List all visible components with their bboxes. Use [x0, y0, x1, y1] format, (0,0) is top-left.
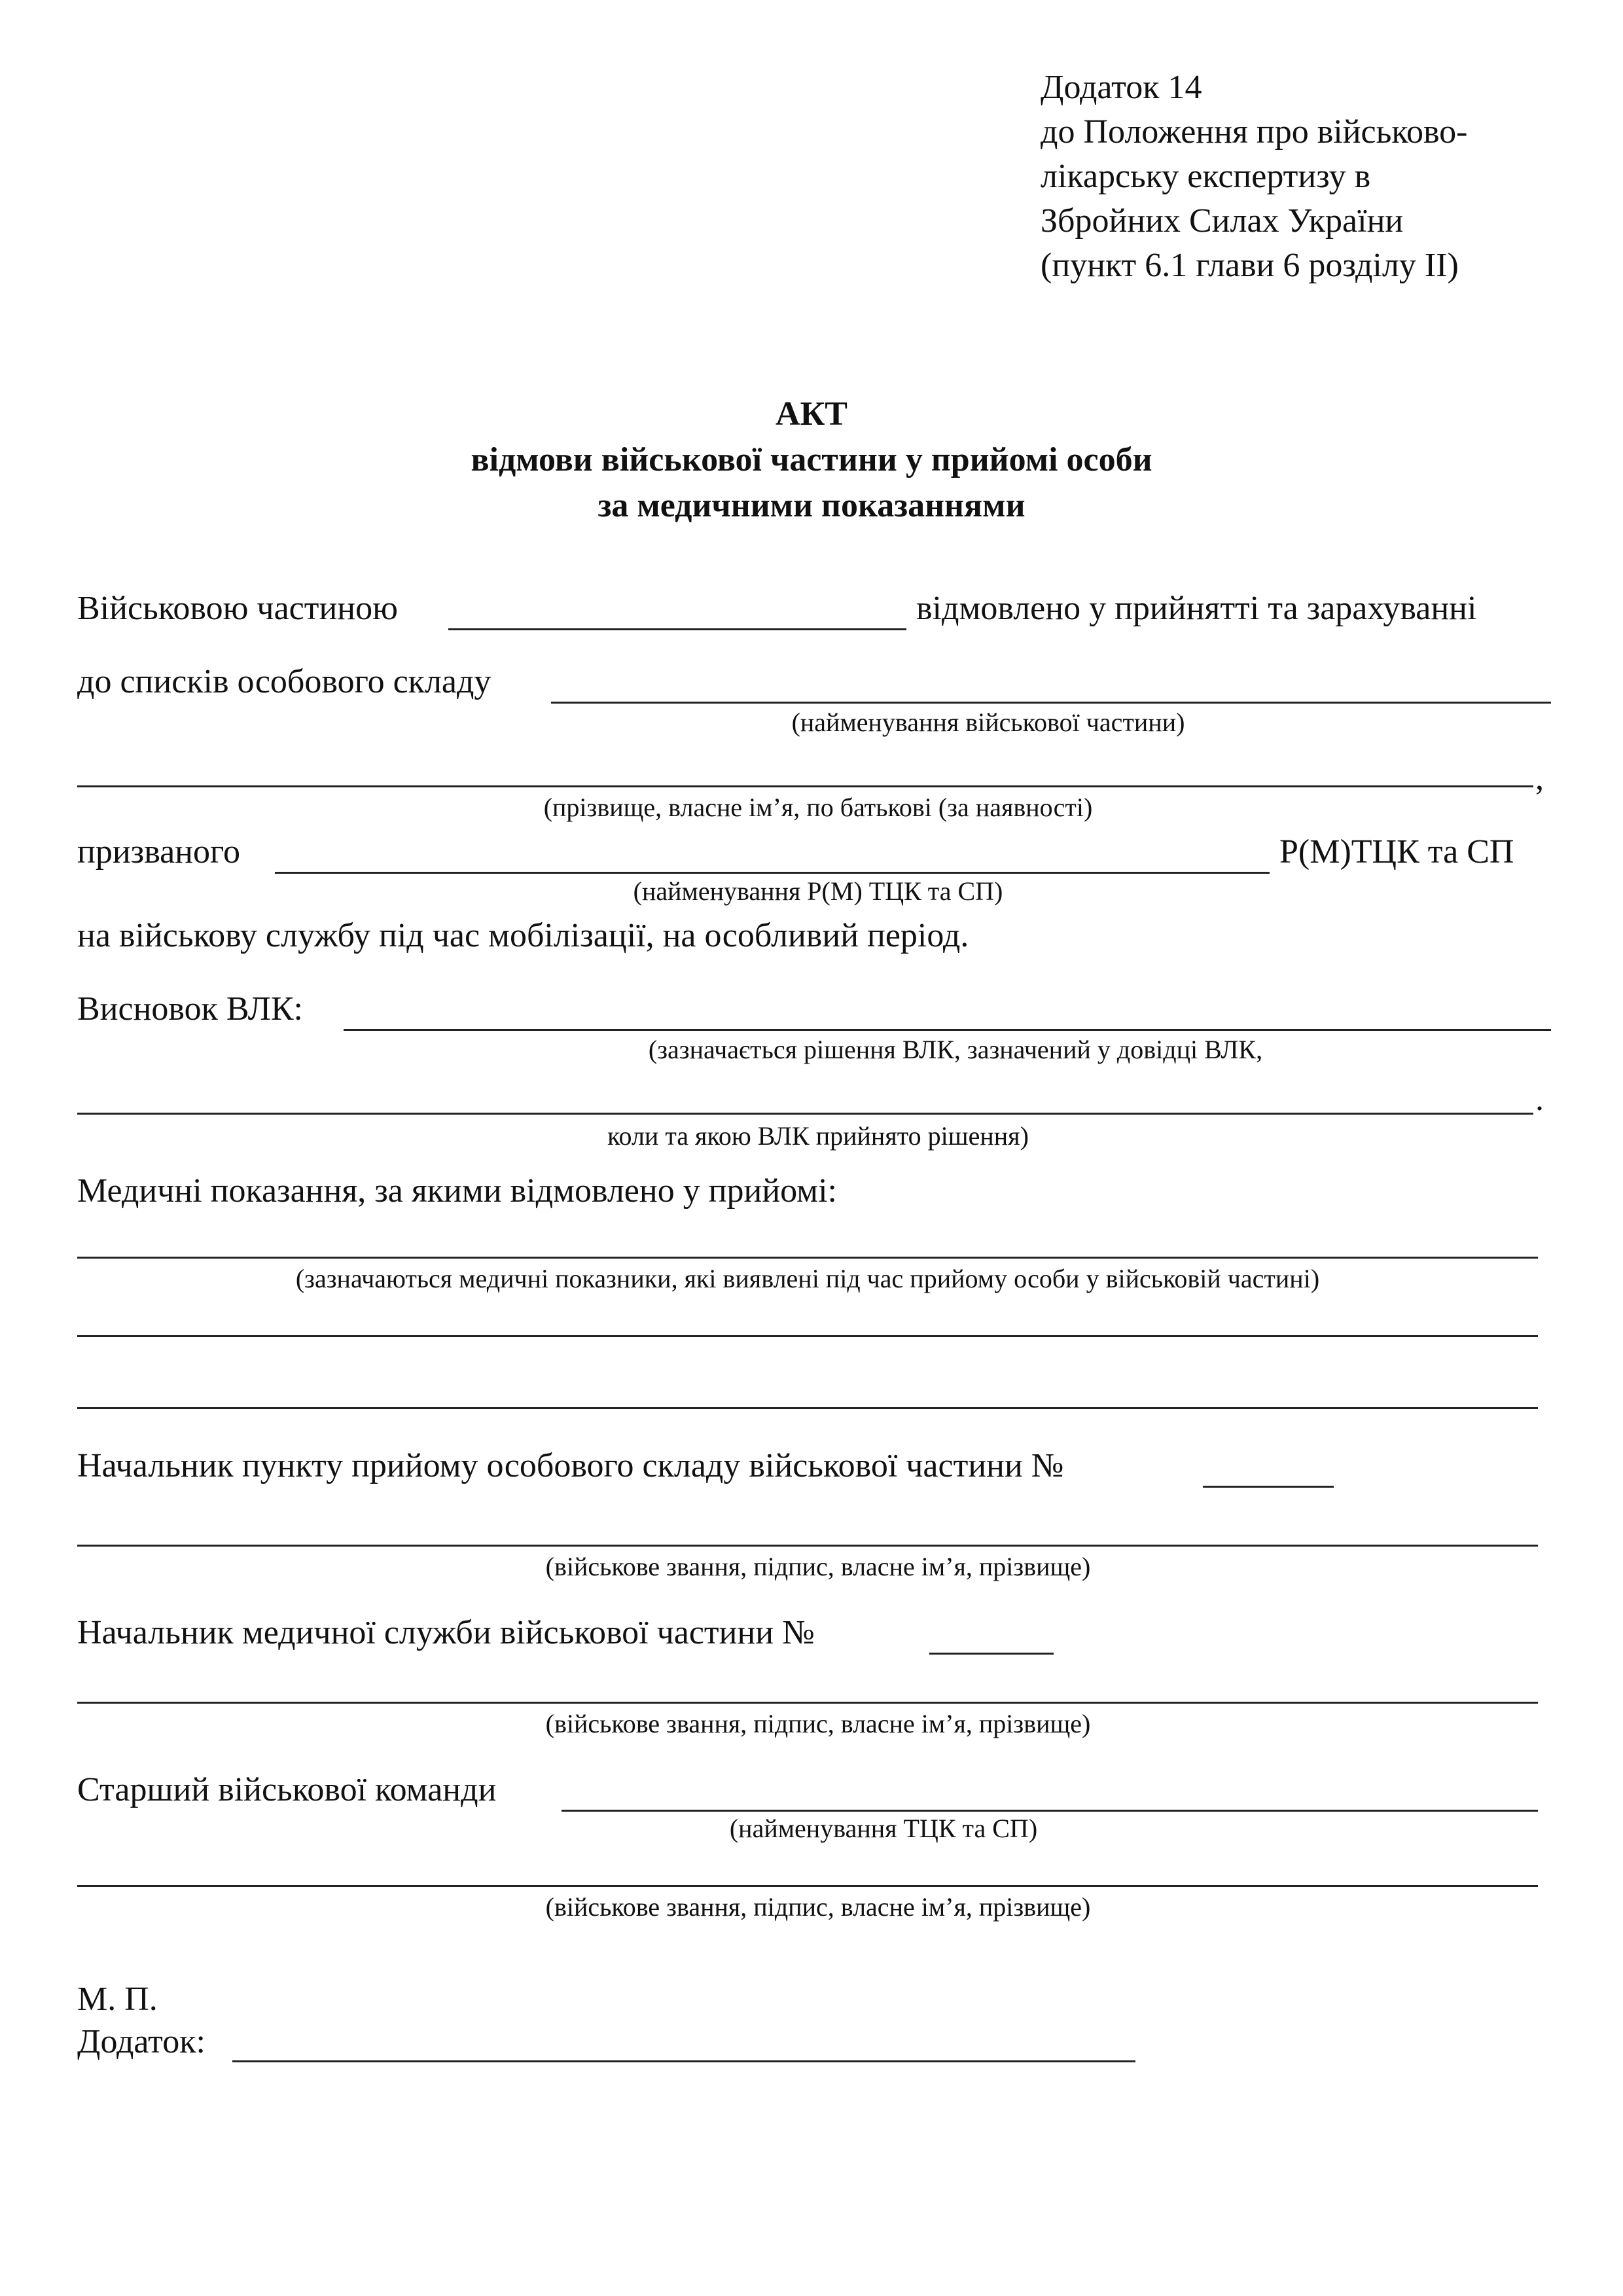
called-label: призваного: [77, 833, 241, 870]
medical-line-2[interactable]: [77, 1335, 1538, 1337]
person-line-comma: ,: [1535, 760, 1544, 797]
appendix-line-4: Збройних Силах України: [1041, 202, 1404, 240]
attachment-label: Додаток:: [77, 2023, 205, 2060]
tcc-field-line[interactable]: [275, 872, 1270, 874]
roster-field-line[interactable]: [551, 702, 1551, 704]
roster-label: до списків особового складу: [77, 663, 491, 700]
senior-tcc-line[interactable]: [562, 1810, 1538, 1812]
appendix-line-5: (пункт 6.1 глави 6 розділу ІІ): [1041, 247, 1459, 284]
signature-caption-2: (військове звання, підпис, власне ім’я, прізвище): [545, 1709, 1091, 1738]
vlk-line-period: .: [1535, 1081, 1544, 1118]
appendix-block: [1041, 65, 1467, 288]
chief-reception-label: Начальник пункту прийому особового складу військової частини №: [77, 1447, 1064, 1484]
appendix-line-2: до Положення про військово-: [1041, 113, 1468, 151]
service-text: на військову службу під час мобілізації, на особливий період.: [77, 917, 969, 954]
vlk-caption-2: коли та якою ВЛК прийнято рішення): [607, 1121, 1029, 1151]
chief-medical-unit-number-line[interactable]: [929, 1653, 1054, 1655]
senior-signature-line[interactable]: [77, 1885, 1538, 1887]
chief-medical-signature-line[interactable]: [77, 1702, 1538, 1704]
unit-field-line[interactable]: [448, 628, 906, 630]
medical-caption: (зазначаються медичні показники, які виявлені під час прийому особи у військовій частині): [295, 1264, 1320, 1293]
tcc-caption: (найменування Р(М) ТЦК та СП): [633, 876, 1003, 906]
unit-name-caption: (найменування військової частини): [791, 708, 1185, 737]
appendix-line-3: лікарську експертизу в: [1041, 158, 1371, 195]
chief-medical-label: Начальник медичної служби військової частини №: [77, 1614, 815, 1651]
senior-label: Старший військової команди: [77, 1771, 497, 1808]
person-caption: (прізвище, власне ім’я, по батькові (за наявності): [543, 793, 1093, 822]
tcc-name-caption: (найменування ТЦК та СП): [729, 1814, 1038, 1843]
stamp-place: М. П.: [77, 1981, 158, 2018]
person-name-line[interactable]: [77, 785, 1533, 787]
refused-text: відмовлено у прийнятті та зарахуванні: [916, 590, 1477, 627]
vlk-continuation-line[interactable]: [77, 1113, 1533, 1115]
appendix-line-1: Додаток 14: [1041, 69, 1202, 106]
attachment-field-line[interactable]: [232, 2060, 1135, 2062]
chief-reception-signature-line[interactable]: [77, 1545, 1538, 1547]
title-subtitle-1: відмови військової частини у прийомі особи: [471, 441, 1152, 478]
vlk-caption-1: (зазначається рішення ВЛК, зазначений у довідці ВЛК,: [648, 1035, 1263, 1064]
chief-reception-unit-number-line[interactable]: [1203, 1486, 1334, 1488]
vlk-field-line[interactable]: [344, 1029, 1551, 1031]
medical-line-1[interactable]: [77, 1257, 1538, 1259]
signature-caption-3: (військове звання, підпис, власне ім’я, прізвище): [545, 1892, 1091, 1922]
title-act: АКТ: [776, 395, 847, 433]
vlk-label: Висновок ВЛК:: [77, 990, 303, 1028]
medical-line-3[interactable]: [77, 1407, 1538, 1409]
title-subtitle-2: за медичними показаннями: [597, 487, 1026, 524]
signature-caption-1: (військове звання, підпис, власне ім’я, прізвище): [545, 1552, 1091, 1581]
unit-label: Військовою частиною: [77, 590, 398, 627]
medical-label: Медичні показання, за якими відмовлено у прийомі:: [77, 1172, 837, 1210]
tcc-suffix: Р(М)ТЦК та СП: [1279, 833, 1514, 870]
